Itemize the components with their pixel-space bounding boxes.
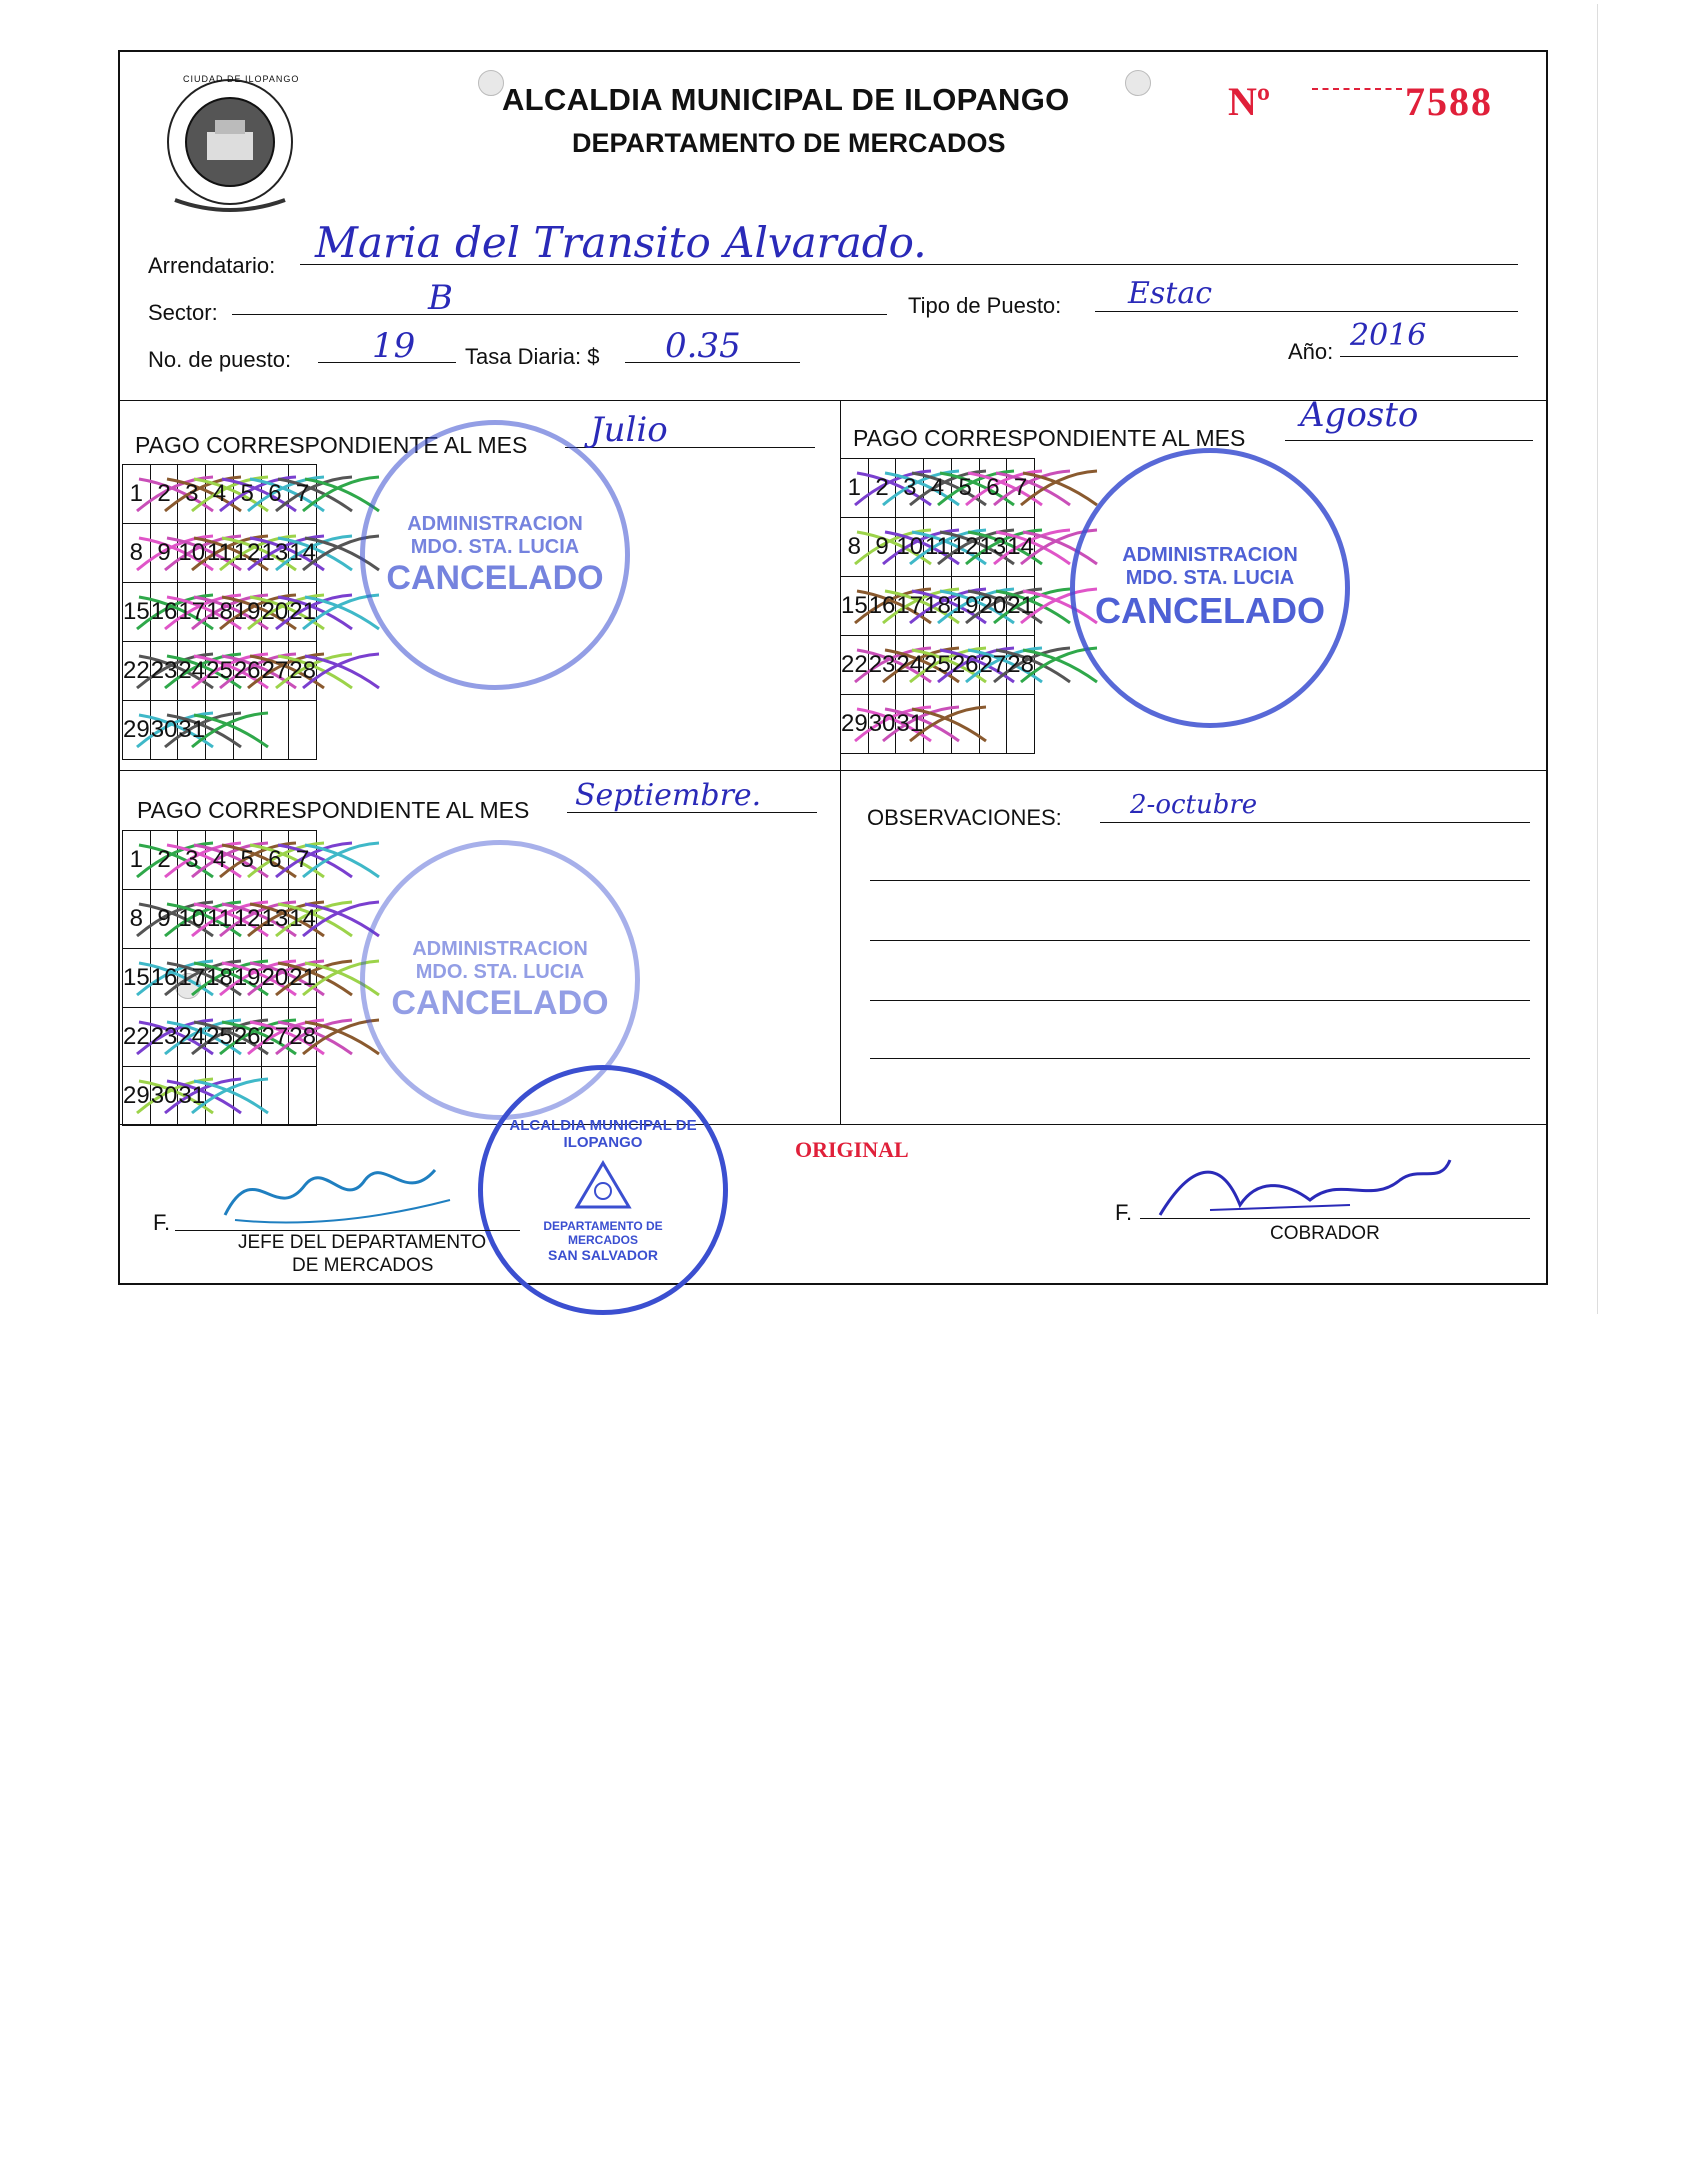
anio-label: Año: bbox=[1288, 339, 1334, 364]
day-cell bbox=[123, 465, 151, 524]
day-cell bbox=[868, 577, 896, 636]
day-number: 23 bbox=[150, 657, 178, 684]
day-number: 20 bbox=[979, 592, 1007, 619]
day-number: 28 bbox=[289, 657, 316, 684]
day-cell bbox=[233, 831, 261, 890]
day-cell bbox=[1007, 636, 1035, 695]
day-cell bbox=[868, 636, 896, 695]
signature-f-right: F. bbox=[1115, 1200, 1133, 1225]
cobrador-label: COBRADOR bbox=[1270, 1223, 1380, 1244]
puesto-label: No. de puesto: bbox=[148, 347, 292, 372]
jefe-title-line1: JEFE DEL DEPARTAMENTO bbox=[238, 1232, 487, 1253]
day-cell bbox=[951, 577, 979, 636]
day-number: 17 bbox=[178, 964, 206, 991]
day-number: 12 bbox=[951, 533, 979, 560]
day-number: 26 bbox=[233, 657, 261, 684]
day-cell bbox=[123, 1067, 151, 1126]
day-cell bbox=[233, 701, 261, 760]
sector-label: Sector: bbox=[148, 300, 218, 325]
jefe-title-line2: DE MERCADOS bbox=[292, 1255, 434, 1276]
calendar-table bbox=[122, 464, 317, 760]
day-cell bbox=[979, 459, 1007, 518]
day-number: 13 bbox=[261, 905, 289, 932]
month-header-septiembre-label: PAGO CORRESPONDIENTE AL MES bbox=[137, 797, 530, 823]
day-number: 31 bbox=[178, 716, 206, 743]
day-number: 27 bbox=[261, 1023, 289, 1050]
day-number: 17 bbox=[896, 592, 924, 619]
anio-line bbox=[1340, 356, 1518, 357]
day-cell bbox=[233, 949, 261, 1008]
calendar-table bbox=[840, 458, 1035, 754]
day-cell bbox=[1007, 695, 1035, 754]
day-number: 24 bbox=[178, 1023, 206, 1050]
paid-cross-mark bbox=[1017, 465, 1101, 511]
jefe-signature bbox=[215, 1135, 465, 1235]
day-cell bbox=[896, 577, 924, 636]
original-label: ORIGINAL bbox=[795, 1137, 909, 1162]
day-number: 1 bbox=[129, 846, 144, 873]
number-label: Nº bbox=[1228, 79, 1271, 124]
day-cell bbox=[1007, 577, 1035, 636]
day-cell bbox=[150, 1067, 178, 1126]
day-number: 29 bbox=[123, 1082, 150, 1109]
day-cell bbox=[178, 831, 206, 890]
section-divider bbox=[120, 770, 1548, 771]
seal-text: CIUDAD DE ILOPANGO bbox=[183, 74, 300, 84]
cancelado-stamp bbox=[1070, 448, 1350, 728]
day-number: 24 bbox=[896, 651, 924, 678]
day-cell bbox=[868, 518, 896, 577]
day-number: 11 bbox=[207, 905, 232, 932]
day-cell bbox=[261, 465, 289, 524]
day-cell bbox=[123, 1008, 151, 1067]
alcaldia-stamp-ring-text: ALCALDIA MUNICIPAL DE ILOPANGO bbox=[509, 1117, 697, 1151]
day-cell bbox=[150, 831, 178, 890]
day-number: 25 bbox=[924, 651, 951, 678]
day-cell bbox=[178, 465, 206, 524]
day-number: 18 bbox=[924, 592, 951, 619]
day-number: 7 bbox=[295, 480, 310, 507]
day-number: 12 bbox=[233, 905, 261, 932]
day-cell bbox=[979, 695, 1007, 754]
day-number: 14 bbox=[1007, 533, 1034, 560]
day-cell bbox=[150, 701, 178, 760]
day-cell bbox=[289, 642, 317, 701]
day-cell bbox=[289, 1008, 317, 1067]
day-number: 20 bbox=[261, 964, 289, 991]
day-cell bbox=[896, 695, 924, 754]
day-number: 4 bbox=[212, 480, 227, 507]
tipo-puesto-line bbox=[1095, 311, 1518, 312]
day-cell bbox=[1007, 459, 1035, 518]
observaciones-line bbox=[870, 880, 1530, 881]
month-value-julio: Julio bbox=[590, 410, 668, 450]
alcaldia-stamp-bottom-text: SAN SALVADOR bbox=[548, 1247, 658, 1263]
day-cell bbox=[233, 524, 261, 583]
day-cell bbox=[951, 518, 979, 577]
day-cell bbox=[233, 890, 261, 949]
day-number: 25 bbox=[206, 657, 233, 684]
punch-hole bbox=[478, 70, 504, 96]
day-number: 2 bbox=[157, 480, 171, 507]
day-number: 22 bbox=[123, 1023, 150, 1050]
day-cell bbox=[261, 642, 289, 701]
day-cell bbox=[841, 459, 869, 518]
day-number: 8 bbox=[129, 539, 144, 566]
page-title: ALCALDIA MUNICIPAL DE ILOPANGO bbox=[502, 82, 1070, 117]
day-cell bbox=[868, 695, 896, 754]
day-number: 9 bbox=[875, 533, 889, 560]
observaciones-line bbox=[1100, 822, 1530, 823]
day-cell bbox=[123, 701, 151, 760]
day-cell bbox=[841, 577, 869, 636]
day-cell bbox=[261, 890, 289, 949]
alcaldia-stamp-inner-text: DEPARTAMENTO DE MERCADOS bbox=[543, 1219, 663, 1247]
day-cell bbox=[123, 949, 151, 1008]
day-cell bbox=[150, 1008, 178, 1067]
day-number: 19 bbox=[233, 598, 261, 625]
day-number: 31 bbox=[896, 710, 924, 737]
day-number: 2 bbox=[875, 474, 889, 501]
day-number: 21 bbox=[289, 964, 316, 991]
day-number: 25 bbox=[206, 1023, 233, 1050]
day-cell bbox=[924, 518, 952, 577]
day-cell bbox=[289, 701, 317, 760]
receipt-number: 7588 bbox=[1405, 79, 1493, 124]
punch-hole bbox=[1125, 70, 1151, 96]
number-dash bbox=[1312, 88, 1402, 90]
observaciones-line bbox=[870, 940, 1530, 941]
day-number: 24 bbox=[178, 657, 206, 684]
tasa-value: 0.35 bbox=[665, 326, 741, 366]
stamp-admin-line2: MDO. STA. LUCIA bbox=[410, 535, 580, 558]
day-cell bbox=[289, 949, 317, 1008]
stamp-cancelado: CANCELADO bbox=[391, 983, 609, 1022]
day-number: 22 bbox=[841, 651, 868, 678]
day-cell bbox=[261, 1067, 289, 1126]
day-number: 18 bbox=[206, 964, 233, 991]
day-number: 5 bbox=[240, 846, 254, 873]
day-number: 20 bbox=[261, 598, 289, 625]
day-cell bbox=[206, 524, 234, 583]
day-number: 21 bbox=[1007, 592, 1034, 619]
tasa-label: Tasa Diaria: $ bbox=[465, 344, 600, 369]
day-number: 3 bbox=[185, 480, 199, 507]
day-cell bbox=[206, 642, 234, 701]
day-cell bbox=[289, 1067, 317, 1126]
month-header-agosto-label: PAGO CORRESPONDIENTE AL MES bbox=[853, 425, 1246, 451]
day-cell bbox=[206, 1008, 234, 1067]
page-subtitle: DEPARTAMENTO DE MERCADOS bbox=[572, 128, 1006, 158]
day-number: 3 bbox=[903, 474, 917, 501]
month-header-julio-label: PAGO CORRESPONDIENTE AL MES bbox=[135, 432, 528, 458]
day-cell bbox=[233, 583, 261, 642]
alcaldia-seal-stamp bbox=[478, 1065, 728, 1315]
day-number: 8 bbox=[129, 905, 144, 932]
day-cell bbox=[150, 583, 178, 642]
day-cell bbox=[206, 1067, 234, 1126]
day-cell bbox=[178, 949, 206, 1008]
day-number: 30 bbox=[150, 1082, 178, 1109]
day-number: 10 bbox=[178, 539, 206, 566]
day-cell bbox=[150, 465, 178, 524]
observaciones-label: OBSERVACIONES: bbox=[867, 805, 1062, 830]
day-cell bbox=[924, 636, 952, 695]
day-number: 16 bbox=[150, 598, 178, 625]
day-number: 13 bbox=[261, 539, 289, 566]
signature-f-left: F. bbox=[153, 1210, 171, 1235]
day-cell bbox=[178, 1008, 206, 1067]
day-number: 18 bbox=[206, 598, 233, 625]
stamp-admin-line1: ADMINISTRACION bbox=[407, 512, 583, 535]
day-number: 13 bbox=[979, 533, 1007, 560]
day-cell bbox=[150, 642, 178, 701]
day-number: 26 bbox=[233, 1023, 261, 1050]
day-cell bbox=[289, 465, 317, 524]
day-cell bbox=[951, 636, 979, 695]
cobrador-signature bbox=[1150, 1145, 1460, 1230]
day-cell bbox=[123, 642, 151, 701]
day-number: 4 bbox=[930, 474, 945, 501]
day-number: 10 bbox=[896, 533, 924, 560]
day-number: 27 bbox=[261, 657, 289, 684]
day-cell bbox=[951, 459, 979, 518]
stamp-admin-line2: MDO. STA. LUCIA bbox=[415, 960, 585, 983]
month-value-agosto: Agosto bbox=[1300, 395, 1419, 435]
day-cell bbox=[979, 636, 1007, 695]
day-number: 16 bbox=[150, 964, 178, 991]
day-cell bbox=[206, 465, 234, 524]
day-cell bbox=[206, 701, 234, 760]
month-line bbox=[1285, 440, 1533, 441]
day-cell bbox=[178, 890, 206, 949]
stamp-admin-line1: ADMINISTRACION bbox=[412, 937, 588, 960]
day-cell bbox=[289, 583, 317, 642]
stamp-cancelado: CANCELADO bbox=[1095, 590, 1325, 631]
day-cell bbox=[233, 1067, 261, 1126]
day-number: 3 bbox=[185, 846, 199, 873]
day-cell bbox=[178, 701, 206, 760]
day-cell bbox=[924, 577, 952, 636]
sector-line bbox=[232, 314, 887, 315]
day-number: 29 bbox=[123, 716, 150, 743]
paid-cross-mark bbox=[299, 837, 383, 883]
day-number: 6 bbox=[268, 480, 282, 507]
day-number: 16 bbox=[868, 592, 896, 619]
day-cell bbox=[261, 1008, 289, 1067]
day-cell bbox=[178, 642, 206, 701]
day-cell bbox=[123, 890, 151, 949]
calendar-table bbox=[122, 830, 317, 1126]
day-number: 14 bbox=[289, 905, 316, 932]
day-number: 1 bbox=[129, 480, 144, 507]
tipo-puesto-label: Tipo de Puesto: bbox=[908, 293, 1062, 318]
anio-value: 2016 bbox=[1350, 318, 1427, 353]
day-cell bbox=[979, 577, 1007, 636]
day-number: 19 bbox=[233, 964, 261, 991]
day-cell bbox=[261, 583, 289, 642]
sector-value: B bbox=[428, 278, 453, 318]
day-cell bbox=[1007, 518, 1035, 577]
city-seal-logo bbox=[155, 70, 305, 220]
day-cell bbox=[178, 1067, 206, 1126]
day-cell bbox=[233, 465, 261, 524]
day-number: 14 bbox=[289, 539, 316, 566]
day-number: 1 bbox=[847, 474, 862, 501]
day-cell bbox=[178, 583, 206, 642]
day-cell bbox=[150, 890, 178, 949]
day-cell bbox=[206, 583, 234, 642]
day-number: 28 bbox=[289, 1023, 316, 1050]
day-number: 23 bbox=[868, 651, 896, 678]
day-number: 19 bbox=[951, 592, 979, 619]
day-cell bbox=[261, 831, 289, 890]
month-value-septiembre: Septiembre. bbox=[575, 778, 762, 813]
day-cell bbox=[868, 459, 896, 518]
arrendatario-value: Maria del Transito Alvarado. bbox=[315, 218, 927, 267]
day-number: 30 bbox=[150, 716, 178, 743]
day-cell bbox=[896, 518, 924, 577]
day-cell bbox=[896, 636, 924, 695]
day-cell bbox=[150, 949, 178, 1008]
day-number: 23 bbox=[150, 1023, 178, 1050]
day-cell bbox=[841, 636, 869, 695]
day-number: 29 bbox=[841, 710, 868, 737]
day-number: 5 bbox=[958, 474, 972, 501]
day-number: 11 bbox=[925, 533, 950, 560]
day-number: 5 bbox=[240, 480, 254, 507]
cancelado-stamp bbox=[360, 420, 630, 690]
arrendatario-label: Arrendatario: bbox=[148, 253, 276, 278]
day-number: 15 bbox=[123, 964, 150, 991]
observaciones-value: 2-octubre bbox=[1130, 790, 1258, 820]
day-number: 4 bbox=[212, 846, 227, 873]
day-number: 6 bbox=[986, 474, 1000, 501]
day-number: 31 bbox=[178, 1082, 206, 1109]
coat-of-arms-icon bbox=[573, 1159, 633, 1211]
day-number: 28 bbox=[1007, 651, 1034, 678]
day-cell bbox=[150, 524, 178, 583]
day-cell bbox=[841, 518, 869, 577]
day-cell bbox=[123, 583, 151, 642]
day-number: 6 bbox=[268, 846, 282, 873]
day-cell bbox=[289, 524, 317, 583]
day-number: 27 bbox=[979, 651, 1007, 678]
day-cell bbox=[233, 1008, 261, 1067]
day-number: 30 bbox=[868, 710, 896, 737]
observaciones-line bbox=[870, 1000, 1530, 1001]
day-number: 12 bbox=[233, 539, 261, 566]
day-cell bbox=[924, 695, 952, 754]
day-number: 2 bbox=[157, 846, 171, 873]
day-number: 26 bbox=[951, 651, 979, 678]
tipo-puesto-value: Estac bbox=[1128, 276, 1213, 311]
day-cell bbox=[206, 890, 234, 949]
day-cell bbox=[206, 949, 234, 1008]
day-number: 17 bbox=[178, 598, 206, 625]
day-cell bbox=[841, 695, 869, 754]
day-cell bbox=[123, 831, 151, 890]
day-cell bbox=[896, 459, 924, 518]
day-number: 22 bbox=[123, 657, 150, 684]
day-number: 7 bbox=[1013, 474, 1028, 501]
stamp-cancelado: CANCELADO bbox=[386, 558, 604, 597]
day-cell bbox=[206, 831, 234, 890]
day-number: 21 bbox=[289, 598, 316, 625]
day-cell bbox=[289, 890, 317, 949]
day-cell bbox=[261, 701, 289, 760]
day-number: 9 bbox=[157, 905, 171, 932]
day-number: 15 bbox=[123, 598, 150, 625]
day-cell bbox=[123, 524, 151, 583]
day-number: 15 bbox=[841, 592, 868, 619]
day-cell bbox=[924, 459, 952, 518]
day-number: 7 bbox=[295, 846, 310, 873]
observaciones-line bbox=[870, 1058, 1530, 1059]
stamp-admin-line2: MDO. STA. LUCIA bbox=[1125, 567, 1295, 589]
day-cell bbox=[261, 949, 289, 1008]
stamp-admin-line1: ADMINISTRACION bbox=[1122, 544, 1298, 566]
section-divider bbox=[120, 1124, 1548, 1125]
day-cell bbox=[261, 524, 289, 583]
day-cell bbox=[979, 518, 1007, 577]
day-cell bbox=[233, 642, 261, 701]
day-number: 11 bbox=[207, 539, 232, 566]
day-number: 9 bbox=[157, 539, 171, 566]
day-number: 10 bbox=[178, 905, 206, 932]
day-cell bbox=[951, 695, 979, 754]
day-cell bbox=[178, 524, 206, 583]
day-number: 8 bbox=[847, 533, 862, 560]
day-cell bbox=[289, 831, 317, 890]
puesto-value: 19 bbox=[372, 326, 416, 366]
